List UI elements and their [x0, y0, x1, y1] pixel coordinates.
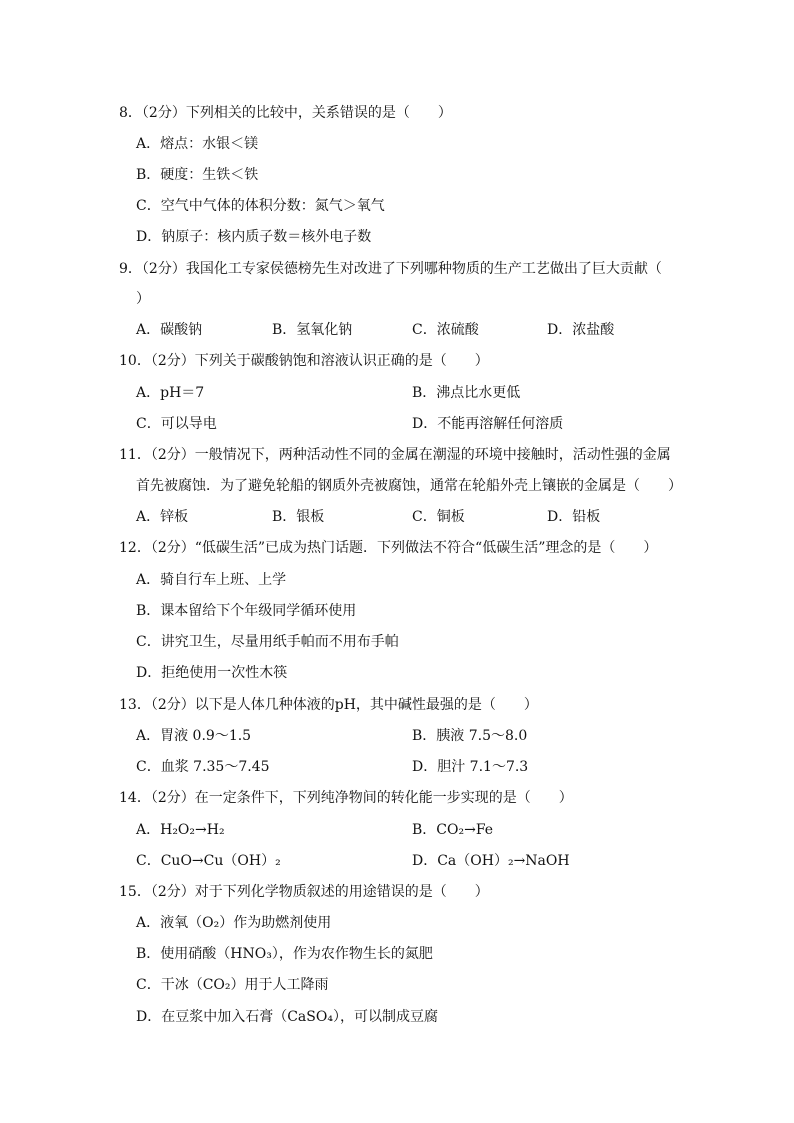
- option[interactable]: B．课本留给下个年级同学循环使用: [136, 603, 357, 619]
- option[interactable]: D．浓盐酸: [547, 322, 615, 338]
- option[interactable]: D．拒绝使用一次性木筷: [136, 665, 288, 681]
- option[interactable]: C．干冰（CO₂）用于人工降雨: [136, 977, 329, 993]
- question-9-stem-cont: ）: [136, 291, 150, 307]
- option[interactable]: D．胆汁 7.1～7.3: [412, 759, 529, 775]
- option[interactable]: C．CuO→Cu（OH）₂: [136, 853, 281, 869]
- question-12-stem: 12．（2分）“低碳生活”已成为热门话题．下列做法不符合“低碳生活”理念的是（ ）: [119, 540, 658, 556]
- question-10-stem: 10．（2分）下列关于碳酸钠饱和溶液认识正确的是（ ）: [119, 353, 489, 369]
- option[interactable]: B．沸点比水更低: [412, 385, 521, 401]
- option[interactable]: A．pH＝7: [136, 385, 205, 401]
- question-15-stem: 15．（2分）对于下列化学物质叙述的用途错误的是（ ）: [119, 884, 489, 900]
- option[interactable]: B．胰液 7.5～8.0: [412, 728, 528, 744]
- option[interactable]: A．锌板: [136, 509, 189, 525]
- option[interactable]: B．CO₂→Fe: [412, 822, 494, 838]
- option[interactable]: C．空气中气体的体积分数：氮气＞氧气: [136, 198, 385, 214]
- option[interactable]: B．使用硝酸（HNO₃），作为农作物生长的氮肥: [136, 946, 433, 962]
- option[interactable]: D．钠原子：核内质子数＝核外电子数: [136, 229, 372, 245]
- question-14-stem: 14．（2分）在一定条件下，下列纯净物间的转化能一步实现的是（ ）: [119, 790, 573, 806]
- option[interactable]: C．血浆 7.35～7.45: [136, 759, 270, 775]
- option[interactable]: B．硬度：生铁＜铁: [136, 167, 259, 183]
- option[interactable]: D．铅板: [547, 509, 601, 525]
- option[interactable]: D．Ca（OH）₂→NaOH: [412, 853, 570, 869]
- option[interactable]: A．碳酸钠: [136, 322, 203, 338]
- option[interactable]: C．可以导电: [136, 416, 217, 432]
- option[interactable]: B．氢氧化钠: [272, 322, 353, 338]
- option[interactable]: B．银板: [272, 509, 325, 525]
- question-8-stem: 8．（2分）下列相关的比较中，关系错误的是（ ）: [119, 105, 452, 121]
- option[interactable]: C．浓硫酸: [412, 322, 479, 338]
- option[interactable]: D．在豆浆中加入石膏（CaSO₄），可以制成豆腐: [136, 1009, 438, 1025]
- option[interactable]: C．铜板: [412, 509, 465, 525]
- option[interactable]: A．液氧（O₂）作为助燃剂使用: [136, 915, 332, 931]
- question-9-stem: 9．（2分）我国化工专家侯德榜先生对改进了下列哪种物质的生产工艺做出了巨大贡献（: [119, 261, 662, 277]
- option[interactable]: D．不能再溶解任何溶质: [412, 416, 564, 432]
- option[interactable]: A．熔点：水银＜镁: [136, 136, 259, 152]
- option[interactable]: A．H₂O₂→H₂: [136, 822, 225, 838]
- question-13-stem: 13．（2分）以下是人体几种体液的pH，其中碱性最强的是（ ）: [119, 697, 538, 713]
- question-11-stem: 11．（2分）一般情况下，两种活动性不同的金属在潮湿的环境中接触时，活动性强的金属: [119, 447, 671, 463]
- option[interactable]: A．骑自行车上班、上学: [136, 572, 287, 588]
- question-11-stem-cont: 首先被腐蚀．为了避免轮船的钢质外壳被腐蚀，通常在轮船外壳上镶嵌的金属是（ ）: [136, 478, 682, 494]
- option[interactable]: A．胃液 0.9～1.5: [136, 728, 252, 744]
- option[interactable]: C．讲究卫生，尽量用纸手帕而不用布手帕: [136, 634, 399, 650]
